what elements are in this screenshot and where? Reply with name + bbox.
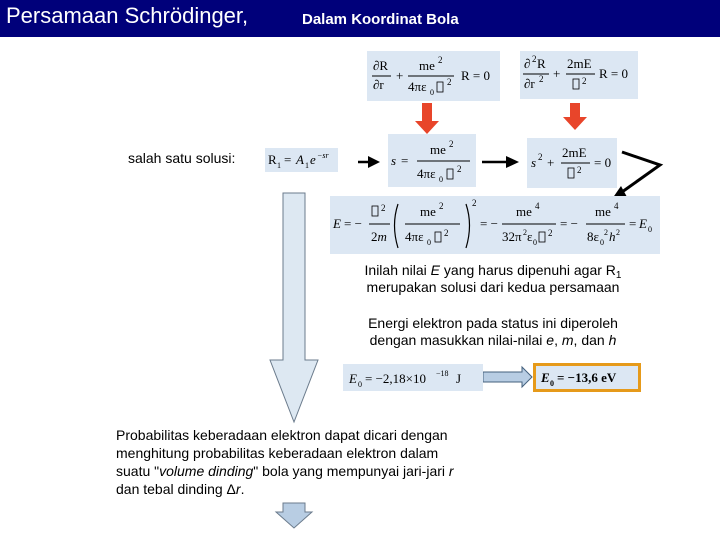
svg-text:2: 2 <box>449 139 454 149</box>
svg-text:s: s <box>531 155 537 170</box>
svg-text:+: + <box>547 155 555 170</box>
svg-text:+: + <box>396 68 404 83</box>
svg-text:2: 2 <box>532 54 537 64</box>
svg-text:2: 2 <box>577 165 582 175</box>
svg-text:ε: ε <box>527 229 533 244</box>
svg-text:= 0: = 0 <box>594 155 612 170</box>
equation-energy <box>330 196 660 254</box>
svg-text:2: 2 <box>616 228 620 237</box>
bottom-down-arrow <box>276 503 312 528</box>
svg-text:E: E <box>333 216 341 231</box>
svg-text:4πε: 4πε <box>417 166 436 181</box>
svg-text:=: = <box>629 216 637 231</box>
svg-text:me: me <box>420 204 436 219</box>
svg-text:R: R <box>268 152 277 167</box>
svg-text:4πε: 4πε <box>408 79 427 94</box>
equation-e0-ev <box>533 363 641 392</box>
svg-text:∂r: ∂r <box>373 77 384 92</box>
svg-text:1: 1 <box>277 161 281 170</box>
probability-paragraph: Probabilitas keberadaan elektron dapat dicari dengan menghitung probabilitas keberadaan elektron dalam suatu "volume dinding" bola yang mempunyai jari-jari r dan tebal dinding Δr. <box>116 427 454 497</box>
svg-text:2: 2 <box>523 228 527 237</box>
svg-text:h: h <box>609 229 616 244</box>
note-energy-condition: Inilah nilai E yang harus dipenuhi agar $R_1$ merupakan solusi dari kedua persamaan <box>364 262 622 295</box>
svg-text:2: 2 <box>444 228 449 238</box>
note-electron-energy: Energi elektron pada status ini diperoleh dengan masukkan nilai-nilai e, m, dan h <box>368 315 618 348</box>
svg-text:2mE: 2mE <box>562 145 587 160</box>
svg-text:= −: = − <box>560 216 578 231</box>
svg-text:0: 0 <box>358 380 362 389</box>
big-down-arrow <box>270 193 318 422</box>
equation-radial-2 <box>520 51 638 99</box>
svg-text:0: 0 <box>427 238 431 247</box>
red-arrow-right <box>563 103 587 130</box>
svg-text:R = 0: R = 0 <box>599 66 629 81</box>
curved-arrow <box>612 152 660 199</box>
svg-text:2: 2 <box>548 228 553 238</box>
svg-text:2: 2 <box>472 198 477 208</box>
equation-radial-1 <box>367 51 500 101</box>
svg-text:2: 2 <box>447 77 452 87</box>
svg-text:∂: ∂ <box>524 56 531 71</box>
page-title: Persamaan Schrödinger, <box>6 3 249 28</box>
svg-text:E: E <box>639 216 647 231</box>
svg-text:A: A <box>296 152 304 167</box>
svg-text:0: 0 <box>430 88 434 97</box>
svg-text:J: J <box>456 371 462 386</box>
svg-text:2: 2 <box>582 76 587 86</box>
page-subtitle: Dalam Koordinat Bola <box>302 11 459 28</box>
svg-text:8ε: 8ε <box>587 229 599 244</box>
svg-text:4: 4 <box>535 201 540 211</box>
equation-solution <box>265 148 338 172</box>
svg-text:me: me <box>430 142 446 157</box>
equation-s-squared <box>527 138 617 188</box>
svg-text:e: e <box>310 152 316 167</box>
svg-text:= −13,6 eV: = −13,6 eV <box>557 370 617 385</box>
svg-text:2m: 2m <box>371 229 387 244</box>
svg-text:2: 2 <box>539 74 544 84</box>
svg-text:−18: −18 <box>436 369 449 378</box>
svg-text:R: R <box>537 56 546 71</box>
svg-text:2mE: 2mE <box>567 56 592 71</box>
svg-text:0: 0 <box>600 238 604 247</box>
svg-text:∂r: ∂r <box>524 76 535 91</box>
svg-text:2: 2 <box>438 55 443 65</box>
svg-text:4πε: 4πε <box>405 229 424 244</box>
svg-text:me: me <box>516 204 532 219</box>
svg-text:32π: 32π <box>502 229 522 244</box>
svg-text:−sr: −sr <box>317 151 329 160</box>
svg-text:= −: = − <box>344 216 362 231</box>
svg-text:2: 2 <box>439 201 444 211</box>
svg-text:0: 0 <box>648 225 652 234</box>
svg-text:4: 4 <box>614 201 619 211</box>
svg-text:=: = <box>284 152 292 167</box>
svg-text:R = 0: R = 0 <box>461 68 491 83</box>
black-arrow-2 <box>482 156 519 168</box>
svg-text:2: 2 <box>381 203 386 213</box>
equation-s-value <box>388 134 476 187</box>
svg-text:2: 2 <box>604 228 608 237</box>
solution-label: salah satu solusi: <box>128 150 236 166</box>
red-arrow-left <box>415 103 439 134</box>
svg-text:=: = <box>401 153 409 168</box>
svg-text:= −2,18×10: = −2,18×10 <box>365 371 426 386</box>
svg-text:2: 2 <box>457 164 462 174</box>
svg-text:0: 0 <box>533 238 537 247</box>
svg-text:0: 0 <box>439 175 443 184</box>
svg-text:E: E <box>349 371 357 386</box>
svg-text:1: 1 <box>305 161 309 170</box>
equation-e0-joule <box>343 364 483 391</box>
svg-text:2: 2 <box>538 152 543 162</box>
svg-text:me: me <box>419 58 435 73</box>
svg-text:E: E <box>541 370 550 385</box>
svg-text:0: 0 <box>550 379 554 388</box>
svg-text:me: me <box>595 204 611 219</box>
black-arrow-1 <box>358 156 380 168</box>
svg-text:∂R: ∂R <box>373 58 389 73</box>
result-arrow <box>483 367 532 387</box>
svg-text:= −: = − <box>480 216 498 231</box>
svg-text:+: + <box>553 66 561 81</box>
svg-text:s: s <box>391 153 397 168</box>
